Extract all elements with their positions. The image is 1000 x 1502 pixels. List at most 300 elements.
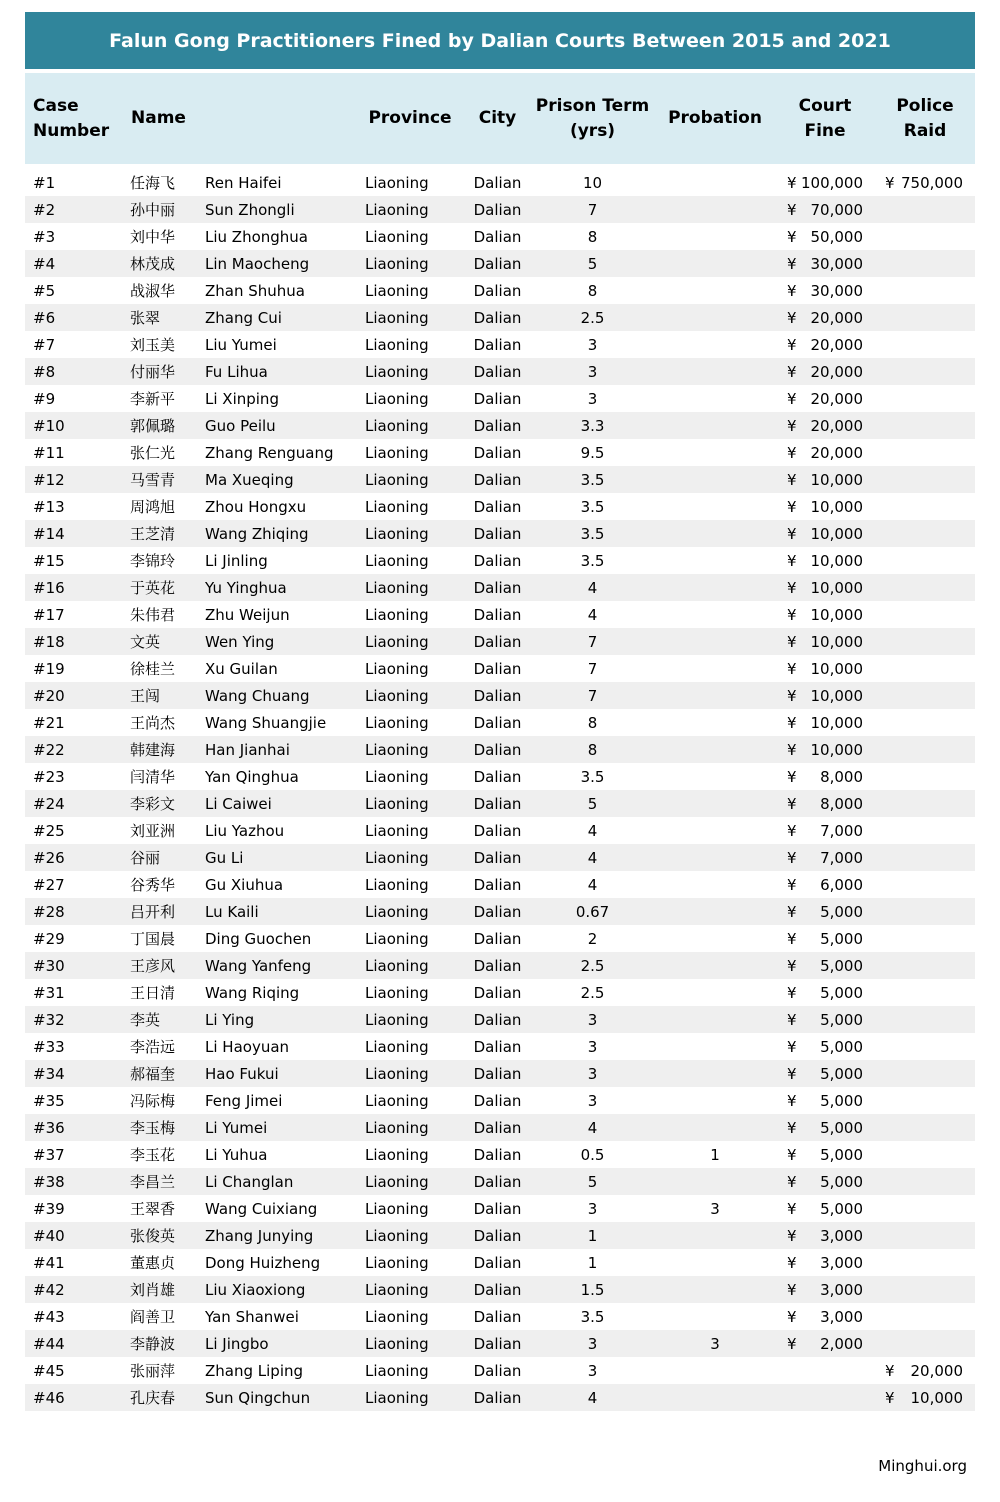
name-chinese-cell: 王日清	[130, 984, 176, 1002]
city-cell: Dalian	[473, 281, 522, 300]
name-chinese-cell: 刘肖雄	[130, 1281, 176, 1299]
court-fine-cell	[775, 1249, 875, 1276]
case-number-cell: #18	[33, 632, 65, 651]
province-cell: Liaoning	[365, 524, 429, 543]
yen-symbol: ¥	[787, 686, 797, 705]
name-chinese-cell: 李静波	[130, 1335, 176, 1353]
police-raid-cell	[875, 1087, 975, 1114]
name-chinese-cell: 林茂成	[130, 255, 176, 273]
prison-term-cell: 4	[587, 578, 598, 597]
yen-symbol: ¥	[787, 1253, 797, 1272]
name-english-cell: Zhan Shuhua	[205, 281, 305, 300]
police-raid-cell	[875, 250, 975, 277]
probation-cell	[655, 1168, 775, 1195]
probation-cell	[655, 196, 775, 223]
name-english-cell: Zhang Renguang	[205, 443, 334, 462]
prison-term-cell: 8	[587, 713, 598, 732]
name-english-cell: Wang Cuixiang	[205, 1199, 318, 1218]
prison-term-cell: 4	[587, 875, 598, 894]
name-chinese-cell: 郝福奎	[130, 1065, 176, 1083]
case-number-cell: #32	[33, 1010, 65, 1029]
probation-cell	[655, 167, 775, 197]
court-fine-cell	[775, 1114, 875, 1141]
case-number-cell: #1	[33, 173, 56, 192]
police-raid-cell	[875, 1006, 975, 1033]
prison-term-cell: 3	[587, 335, 598, 354]
name-english-cell: Zhou Hongxu	[205, 497, 307, 516]
name-chinese-cell: 李锦玲	[130, 552, 176, 570]
yen-symbol: ¥	[787, 1334, 797, 1353]
police-raid-cell	[875, 1249, 975, 1276]
table-row	[25, 412, 975, 439]
province-cell: Liaoning	[365, 1199, 429, 1218]
table-row	[25, 439, 975, 466]
province-cell: Liaoning	[365, 767, 429, 786]
case-number-cell: #40	[33, 1226, 65, 1245]
police-raid-cell	[875, 304, 975, 331]
province-cell: Liaoning	[365, 1307, 429, 1326]
province-cell: Liaoning	[365, 1010, 429, 1029]
name-english-cell: Li Changlan	[205, 1172, 294, 1191]
prison-term-cell: 2.5	[580, 956, 605, 975]
city-cell: Dalian	[473, 416, 522, 435]
name-chinese-cell: 孔庆春	[130, 1389, 176, 1407]
yen-symbol: ¥	[787, 335, 797, 354]
case-number-cell: #42	[33, 1280, 65, 1299]
court-fine-cell	[775, 223, 875, 250]
fine-amount: 3,000	[820, 1253, 864, 1272]
name-chinese-cell: 王尚杰	[130, 714, 176, 732]
yen-symbol: ¥	[787, 254, 797, 273]
city-cell: Dalian	[473, 1280, 522, 1299]
case-number-cell: #35	[33, 1091, 65, 1110]
table-title: Falun Gong Practitioners Fined by Dalian Courts Between 2015 and 2021	[25, 12, 975, 69]
table-row	[25, 682, 975, 709]
name-english-cell: Sun Qingchun	[205, 1388, 311, 1407]
court-fine-cell	[775, 167, 875, 197]
table-row	[25, 1006, 975, 1033]
prison-term-cell: 3	[587, 1064, 598, 1083]
name-chinese-cell: 冯际梅	[130, 1092, 176, 1110]
province-cell: Liaoning	[365, 551, 429, 570]
prison-term-cell: 10	[582, 173, 603, 192]
table-row	[25, 1087, 975, 1114]
police-raid-cell	[875, 196, 975, 223]
name-chinese-cell: 周鸿旭	[130, 498, 176, 516]
name-chinese-cell: 刘亚洲	[130, 822, 176, 840]
case-number-cell: #20	[33, 686, 65, 705]
table-row	[25, 520, 975, 547]
province-cell: Liaoning	[365, 308, 429, 327]
case-number-cell: #45	[33, 1361, 65, 1380]
table-row	[25, 1384, 975, 1411]
probation-cell	[655, 601, 775, 628]
fine-amount: 70,000	[810, 200, 864, 219]
name-chinese-cell: 刘玉美	[130, 336, 176, 354]
name-english-cell: Wang Yanfeng	[205, 956, 312, 975]
court-fine-cell	[775, 952, 875, 979]
yen-symbol: ¥	[787, 227, 797, 246]
name-english-cell: Li Yuhua	[205, 1145, 268, 1164]
case-number-cell: #6	[33, 308, 56, 327]
yen-symbol: ¥	[787, 659, 797, 678]
city-cell: Dalian	[473, 632, 522, 651]
province-cell: Liaoning	[365, 605, 429, 624]
case-number-cell: #26	[33, 848, 65, 867]
city-cell: Dalian	[473, 848, 522, 867]
city-cell: Dalian	[473, 173, 522, 192]
case-number-cell: #15	[33, 551, 65, 570]
probation-cell	[655, 1087, 775, 1114]
table-row	[25, 1276, 975, 1303]
fine-amount: 3,000	[820, 1280, 864, 1299]
police-raid-cell	[875, 277, 975, 304]
court-fine-cell	[775, 412, 875, 439]
column-header-city: City	[465, 73, 530, 167]
police-raid-cell	[875, 574, 975, 601]
name-english-cell: Han Jianhai	[205, 740, 290, 759]
name-english-cell: Wang Chuang	[205, 686, 310, 705]
prison-term-cell: 3	[587, 1010, 598, 1029]
court-fine-cell	[775, 1222, 875, 1249]
court-fine-cell	[775, 817, 875, 844]
name-chinese-cell: 李彩文	[130, 795, 176, 813]
table-row	[25, 1330, 975, 1357]
fine-amount: 3,000	[820, 1307, 864, 1326]
name-chinese-cell: 李浩远	[130, 1038, 176, 1056]
police-raid-cell	[875, 466, 975, 493]
table-row	[25, 196, 975, 223]
prison-term-cell: 0.67	[575, 902, 610, 921]
table-row	[25, 466, 975, 493]
name-chinese-cell: 战淑华	[130, 282, 176, 300]
probation-cell: 1	[710, 1145, 720, 1164]
yen-symbol: ¥	[787, 740, 797, 759]
name-english-cell: Li Xinping	[205, 389, 279, 408]
court-fine-cell	[775, 736, 875, 763]
police-raid-cell	[875, 1222, 975, 1249]
city-cell: Dalian	[473, 659, 522, 678]
police-raid-cell	[875, 628, 975, 655]
yen-symbol: ¥	[787, 1091, 797, 1110]
police-raid-cell	[875, 655, 975, 682]
fine-amount: 2,000	[820, 1334, 864, 1353]
name-english-cell: Wang Riqing	[205, 983, 300, 1002]
name-english-cell: Ding Guochen	[205, 929, 312, 948]
name-chinese-cell: 李玉花	[130, 1146, 176, 1164]
yen-symbol: ¥	[787, 632, 797, 651]
probation-cell	[655, 952, 775, 979]
prison-term-cell: 3.3	[580, 416, 605, 435]
name-english-cell: Feng Jimei	[205, 1091, 283, 1110]
probation-cell	[655, 1357, 775, 1384]
fine-amount: 7,000	[820, 848, 864, 867]
fine-amount: 5,000	[820, 1199, 864, 1218]
name-english-cell: Hao Fukui	[205, 1064, 279, 1083]
city-cell: Dalian	[473, 1361, 522, 1380]
table-row	[25, 871, 975, 898]
province-cell: Liaoning	[365, 1091, 429, 1110]
city-cell: Dalian	[473, 686, 522, 705]
province-cell: Liaoning	[365, 497, 429, 516]
police-raid-cell	[875, 1303, 975, 1330]
probation-cell	[655, 439, 775, 466]
province-cell: Liaoning	[365, 1253, 429, 1272]
court-fine-cell	[775, 493, 875, 520]
prison-term-cell: 3.5	[580, 524, 605, 543]
fine-amount: 6,000	[820, 875, 864, 894]
police-raid-cell	[875, 1330, 975, 1357]
province-cell: Liaoning	[365, 443, 429, 462]
police-raid-cell	[875, 1033, 975, 1060]
name-english-cell: Guo Peilu	[205, 416, 276, 435]
probation-cell	[655, 628, 775, 655]
prison-term-cell: 3.5	[580, 767, 605, 786]
city-cell: Dalian	[473, 956, 522, 975]
yen-symbol: ¥	[787, 497, 797, 516]
yen-symbol: ¥	[787, 416, 797, 435]
yen-symbol: ¥	[787, 794, 797, 813]
city-cell: Dalian	[473, 1388, 522, 1407]
fine-amount: 10,000	[810, 551, 864, 570]
table-row	[25, 790, 975, 817]
prison-term-cell: 4	[587, 821, 598, 840]
case-number-cell: #44	[33, 1334, 65, 1353]
name-chinese-cell: 张丽萍	[130, 1362, 176, 1380]
column-header-prison-term: Prison Term (yrs)	[530, 73, 655, 167]
probation-cell	[655, 547, 775, 574]
fine-amount: 10,000	[810, 578, 864, 597]
prison-term-cell: 3	[587, 389, 598, 408]
court-fine-cell	[775, 871, 875, 898]
fine-amount: 5,000	[820, 1118, 864, 1137]
case-number-cell: #39	[33, 1199, 65, 1218]
city-cell: Dalian	[473, 1010, 522, 1029]
name-english-cell: Li Jinling	[205, 551, 268, 570]
province-cell: Liaoning	[365, 362, 429, 381]
fine-amount: 30,000	[810, 281, 864, 300]
province-cell: Liaoning	[365, 1037, 429, 1056]
province-cell: Liaoning	[365, 1280, 429, 1299]
prison-term-cell: 3.5	[580, 1307, 605, 1326]
prison-term-cell: 1.5	[580, 1280, 605, 1299]
fine-amount: 5,000	[820, 1064, 864, 1083]
case-number-cell: #34	[33, 1064, 65, 1083]
name-english-cell: Li Yumei	[205, 1118, 268, 1137]
yen-symbol: ¥	[787, 1172, 797, 1191]
table-row	[25, 1033, 975, 1060]
name-chinese-cell: 王翠香	[130, 1200, 176, 1218]
name-chinese-cell: 谷丽	[130, 849, 161, 867]
fine-amount: 5,000	[820, 1091, 864, 1110]
court-fine-cell	[775, 763, 875, 790]
case-number-cell: #33	[33, 1037, 65, 1056]
yen-symbol: ¥	[787, 1280, 797, 1299]
yen-symbol: ¥	[787, 848, 797, 867]
fine-amount: 3,000	[820, 1226, 864, 1245]
prison-term-cell: 5	[587, 794, 598, 813]
case-number-cell: #37	[33, 1145, 65, 1164]
prison-term-cell: 9.5	[580, 443, 605, 462]
yen-symbol: ¥	[787, 605, 797, 624]
prison-term-cell: 5	[587, 1172, 598, 1191]
case-number-cell: #2	[33, 200, 56, 219]
fine-amount: 5,000	[820, 1037, 864, 1056]
police-raid-cell	[875, 439, 975, 466]
prison-term-cell: 8	[587, 227, 598, 246]
police-raid-cell	[875, 844, 975, 871]
fines-table	[25, 73, 975, 1411]
table-row	[25, 1141, 975, 1168]
probation-cell	[655, 1303, 775, 1330]
name-english-cell: Dong Huizheng	[205, 1253, 321, 1272]
prison-term-cell: 4	[587, 605, 598, 624]
court-fine-cell	[775, 304, 875, 331]
table-row	[25, 223, 975, 250]
yen-symbol: ¥	[787, 551, 797, 570]
prison-term-cell: 3.5	[580, 497, 605, 516]
prison-term-cell: 7	[587, 659, 598, 678]
case-number-cell: #9	[33, 389, 56, 408]
case-number-cell: #17	[33, 605, 65, 624]
province-cell: Liaoning	[365, 1145, 429, 1164]
table-row	[25, 952, 975, 979]
province-cell: Liaoning	[365, 578, 429, 597]
city-cell: Dalian	[473, 1307, 522, 1326]
name-chinese-cell: 文英	[130, 633, 161, 651]
case-number-cell: #7	[33, 335, 56, 354]
city-cell: Dalian	[473, 1118, 522, 1137]
province-cell: Liaoning	[365, 416, 429, 435]
case-number-cell: #16	[33, 578, 65, 597]
fine-amount: 10,000	[810, 470, 864, 489]
fine-amount: 5,000	[820, 956, 864, 975]
table-row	[25, 1195, 975, 1222]
case-number-cell: #22	[33, 740, 65, 759]
name-english-cell: Gu Xiuhua	[205, 875, 284, 894]
fine-amount: 5,000	[820, 983, 864, 1002]
province-cell: Liaoning	[365, 983, 429, 1002]
city-cell: Dalian	[473, 200, 522, 219]
police-raid-cell	[875, 1060, 975, 1087]
fine-amount: 5,000	[820, 1172, 864, 1191]
name-english-cell: Zhang Junying	[205, 1226, 314, 1245]
fine-amount: 10,000	[810, 632, 864, 651]
table-row	[25, 817, 975, 844]
city-cell: Dalian	[473, 821, 522, 840]
probation-cell	[655, 817, 775, 844]
case-number-cell: #43	[33, 1307, 65, 1326]
name-chinese-cell: 朱伟君	[130, 606, 176, 624]
probation-cell	[655, 277, 775, 304]
fine-amount: 100,000	[800, 173, 864, 192]
probation-cell	[655, 898, 775, 925]
province-cell: Liaoning	[365, 200, 429, 219]
probation-cell	[655, 520, 775, 547]
raid-amount: 20,000	[910, 1361, 964, 1380]
probation-cell	[655, 412, 775, 439]
city-cell: Dalian	[473, 254, 522, 273]
prison-term-cell: 2	[587, 929, 598, 948]
name-english-cell: Yu Yinghua	[205, 578, 287, 597]
probation-cell	[655, 736, 775, 763]
prison-term-cell: 4	[587, 1118, 598, 1137]
table-row	[25, 979, 975, 1006]
column-header-police-raid: Police Raid	[875, 73, 975, 167]
fine-amount: 10,000	[810, 713, 864, 732]
city-cell: Dalian	[473, 875, 522, 894]
prison-term-cell: 8	[587, 281, 598, 300]
city-cell: Dalian	[473, 1145, 522, 1164]
name-chinese-cell: 任海飞	[130, 174, 176, 192]
court-fine-cell	[775, 709, 875, 736]
prison-term-cell: 3	[587, 1334, 598, 1353]
table-row	[25, 601, 975, 628]
prison-term-cell: 3	[587, 1361, 598, 1380]
court-fine-cell	[775, 601, 875, 628]
name-english-cell: Lu Kaili	[205, 902, 259, 921]
yen-symbol: ¥	[787, 362, 797, 381]
province-cell: Liaoning	[365, 335, 429, 354]
probation-cell	[655, 655, 775, 682]
city-cell: Dalian	[473, 1091, 522, 1110]
police-raid-cell	[875, 1195, 975, 1222]
probation-cell	[655, 871, 775, 898]
name-english-cell: Liu Zhonghua	[205, 227, 308, 246]
name-english-cell: Yan Qinghua	[205, 767, 299, 786]
case-number-cell: #21	[33, 713, 65, 732]
yen-symbol: ¥	[885, 1361, 895, 1380]
court-fine-cell	[775, 1141, 875, 1168]
court-fine-cell	[775, 1330, 875, 1357]
province-cell: Liaoning	[365, 686, 429, 705]
name-chinese-cell: 韩建海	[130, 741, 176, 759]
fine-amount: 10,000	[810, 605, 864, 624]
yen-symbol: ¥	[787, 1199, 797, 1218]
table-row	[25, 925, 975, 952]
yen-symbol: ¥	[787, 1145, 797, 1164]
table-row	[25, 1168, 975, 1195]
fine-amount: 5,000	[820, 1145, 864, 1164]
probation-cell	[655, 790, 775, 817]
court-fine-cell	[775, 1357, 875, 1384]
probation-cell	[655, 1060, 775, 1087]
name-chinese-cell: 王闯	[130, 687, 161, 705]
court-fine-cell	[775, 574, 875, 601]
name-english-cell: Wang Shuangjie	[205, 713, 327, 732]
name-chinese-cell: 于英花	[130, 579, 176, 597]
court-fine-cell	[775, 1303, 875, 1330]
fine-amount: 5,000	[820, 1010, 864, 1029]
table-row	[25, 709, 975, 736]
fine-amount: 10,000	[810, 686, 864, 705]
province-cell: Liaoning	[365, 902, 429, 921]
province-cell: Liaoning	[365, 254, 429, 273]
name-english-cell: Zhang Cui	[205, 308, 282, 327]
prison-term-cell: 2.5	[580, 983, 605, 1002]
court-fine-cell	[775, 520, 875, 547]
city-cell: Dalian	[473, 713, 522, 732]
probation-cell	[655, 925, 775, 952]
name-english-cell: Gu Li	[205, 848, 244, 867]
name-chinese-cell: 张翠	[130, 309, 161, 327]
court-fine-cell	[775, 385, 875, 412]
prison-term-cell: 3	[587, 1091, 598, 1110]
province-cell: Liaoning	[365, 875, 429, 894]
yen-symbol: ¥	[787, 1226, 797, 1245]
province-cell: Liaoning	[365, 281, 429, 300]
province-cell: Liaoning	[365, 794, 429, 813]
